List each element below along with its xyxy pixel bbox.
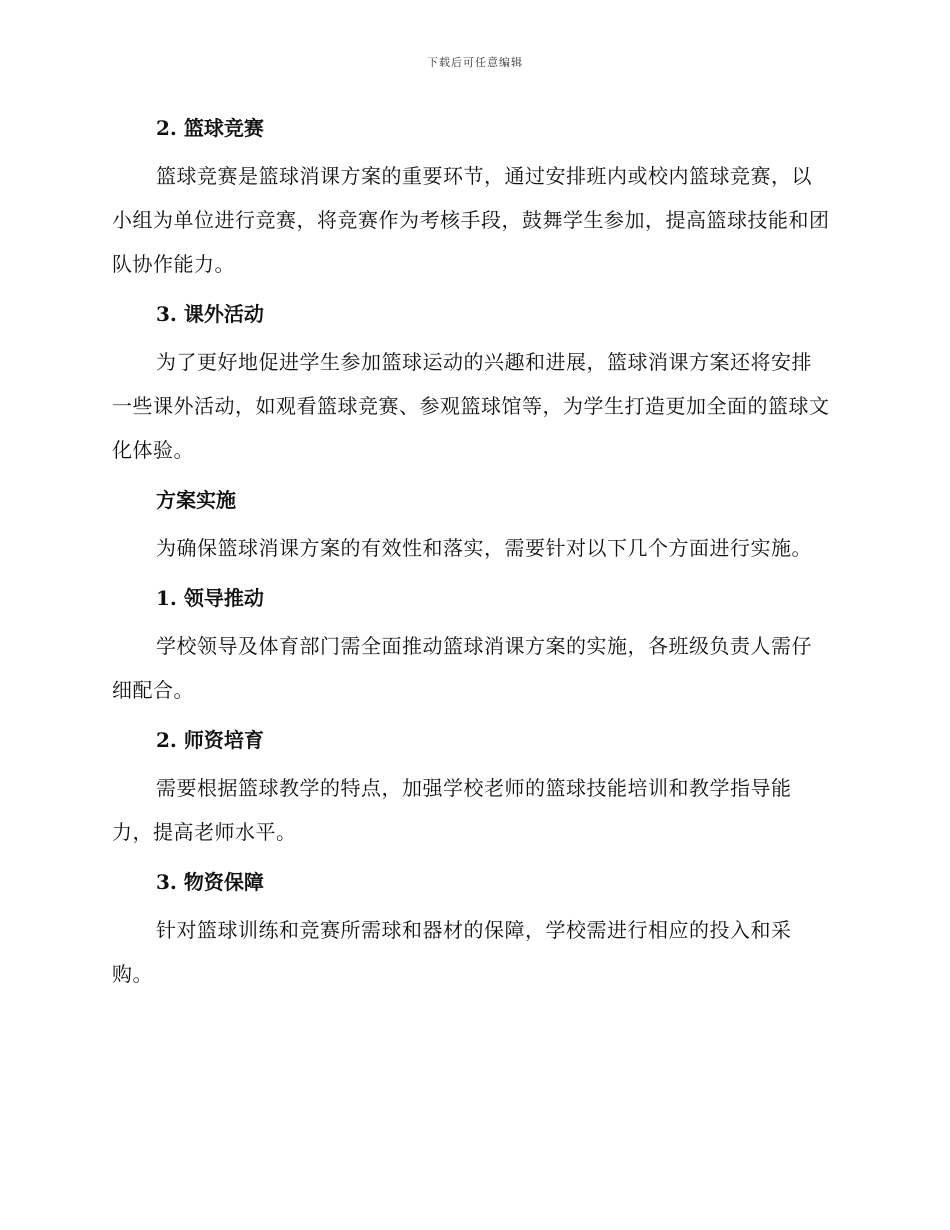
section-heading: 方案实施 bbox=[156, 488, 236, 512]
section-paragraph: 需要根据篮球教学的特点，加强学校老师的篮球技能培训和教学指导能力，提高老师水平。 bbox=[112, 776, 792, 844]
section-paragraph: 学校领导及体育部门需全面推动篮球消课方案的实施，各班级负责人需仔细配合。 bbox=[112, 634, 812, 702]
section-paragraph: 针对篮球训练和竞赛所需球和器材的保障，学校需进行相应的投入和采购。 bbox=[112, 918, 792, 986]
section-heading: 2. 师资培育 bbox=[156, 728, 264, 752]
section-heading: 2. 篮球竞赛 bbox=[156, 116, 264, 140]
section-paragraph: 篮球竞赛是篮球消课方案的重要环节，通过安排班内或校内篮球竞赛，以小组为单位进行竞赛，将竞赛作为考核手段，鼓舞学生参加，提高篮球技能和团队协作能力。 bbox=[112, 164, 830, 276]
document-body bbox=[112, 110, 832, 996]
page-header: 下载后可任意编辑 bbox=[427, 56, 523, 69]
section-heading: 3. 物资保障 bbox=[156, 870, 264, 894]
section-heading: 3. 课外活动 bbox=[156, 302, 264, 326]
section-paragraph: 为了更好地促进学生参加篮球运动的兴趣和进展，篮球消课方案还将安排一些课外活动，如观看篮球竞赛、参观篮球馆等，为学生打造更加全面的篮球文化体验。 bbox=[112, 350, 830, 462]
section-paragraph: 为确保篮球消课方案的有效性和落实，需要针对以下几个方面进行实施。 bbox=[156, 536, 812, 560]
section-heading: 1. 领导推动 bbox=[156, 586, 264, 610]
